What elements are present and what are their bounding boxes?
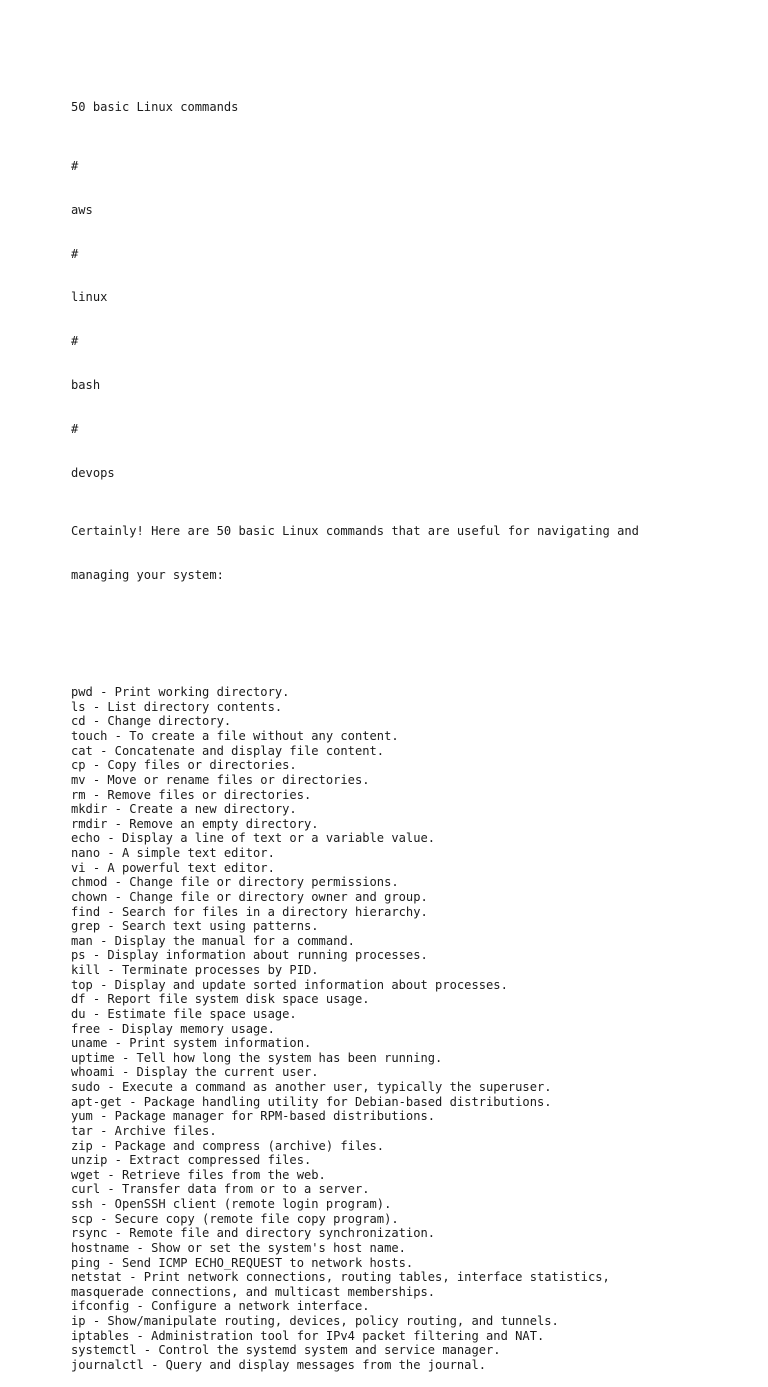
command-line: hostname - Show or set the system's host name. xyxy=(71,1240,406,1255)
command-line: scp - Secure copy (remote file copy program). xyxy=(71,1211,399,1226)
command-line: netstat - Print network connections, routing tables, interface statistics, xyxy=(71,1270,610,1285)
tag-bash: bash xyxy=(71,378,101,393)
tag-linux: linux xyxy=(71,290,108,305)
command-line: mkdir - Create a new directory. xyxy=(71,802,297,817)
command-line: cd - Change directory. xyxy=(71,714,232,729)
command-line: apt-get - Package handling utility for Debian-based distributions. xyxy=(71,1094,552,1109)
command-line: ls - List directory contents. xyxy=(71,699,283,714)
command-line: yum - Package manager for RPM-based distributions. xyxy=(71,1109,436,1124)
tag-marker: # xyxy=(71,246,79,261)
document-title: 50 basic Linux commands xyxy=(71,100,239,115)
command-line: uptime - Tell how long the system has been running. xyxy=(71,1050,443,1065)
command-line: cat - Concatenate and display file content. xyxy=(71,743,385,758)
command-line: ifconfig - Configure a network interface. xyxy=(71,1299,370,1314)
command-line: kill - Terminate processes by PID. xyxy=(71,963,319,978)
command-line: grep - Search text using patterns. xyxy=(71,919,319,934)
command-line: mv - Move or rename files or directories. xyxy=(71,772,370,787)
command-line: free - Display memory usage. xyxy=(71,1021,275,1036)
document-page xyxy=(71,71,711,1387)
tag-marker: # xyxy=(71,334,79,349)
tag-aws: aws xyxy=(71,202,93,217)
command-line: ps - Display information about running processes. xyxy=(71,948,428,963)
command-line: ssh - OpenSSH client (remote login program). xyxy=(71,1197,392,1212)
command-line: cp - Copy files or directories. xyxy=(71,758,297,773)
command-line: rmdir - Remove an empty directory. xyxy=(71,816,319,831)
command-line: vi - A powerful text editor. xyxy=(71,860,275,875)
command-line: curl - Transfer data from or to a server. xyxy=(71,1182,370,1197)
command-line: echo - Display a line of text or a variable value. xyxy=(71,831,436,846)
command-line: df - Report file system disk space usage. xyxy=(71,992,370,1007)
command-line: touch - To create a file without any content. xyxy=(71,729,399,744)
command-line: find - Search for files in a directory hierarchy. xyxy=(71,904,428,919)
command-line: man - Display the manual for a command. xyxy=(71,933,355,948)
command-list xyxy=(71,685,711,1372)
command-line: masquerade connections, and multicast memberships. xyxy=(71,1284,436,1299)
command-line: wget - Retrieve files from the web. xyxy=(71,1167,326,1182)
command-line: pwd - Print working directory. xyxy=(71,685,290,700)
intro-line: managing your system: xyxy=(71,568,224,583)
command-line: rsync - Remote file and directory synchronization. xyxy=(71,1226,436,1241)
command-line: systemctl - Control the systemd system and service manager. xyxy=(71,1343,501,1358)
command-line: chown - Change file or directory owner and group. xyxy=(71,889,428,904)
command-line: sudo - Execute a command as another user, typically the superuser. xyxy=(71,1080,552,1095)
command-line: top - Display and update sorted information about processes. xyxy=(71,977,508,992)
tag-devops: devops xyxy=(71,465,115,480)
command-line: iptables - Administration tool for IPv4 packet filtering and NAT. xyxy=(71,1328,545,1343)
command-line: nano - A simple text editor. xyxy=(71,846,275,861)
command-line: ping - Send ICMP ECHO_REQUEST to network hosts. xyxy=(71,1255,414,1270)
command-line: journalctl - Query and display messages from the journal. xyxy=(71,1357,487,1372)
intro-line: Certainly! Here are 50 basic Linux commands that are useful for navigating and xyxy=(71,524,639,539)
command-line: du - Estimate file space usage. xyxy=(71,1006,297,1021)
command-line: whoami - Display the current user. xyxy=(71,1065,319,1080)
command-line: ip - Show/manipulate routing, devices, policy routing, and tunnels. xyxy=(71,1314,559,1329)
command-line: chmod - Change file or directory permissions. xyxy=(71,875,399,890)
command-line: rm - Remove files or directories. xyxy=(71,787,312,802)
tag-marker: # xyxy=(71,422,79,436)
command-line: zip - Package and compress (archive) files. xyxy=(71,1138,385,1153)
tag-marker: # xyxy=(71,158,79,173)
blank-line xyxy=(71,627,711,642)
command-line: uname - Print system information. xyxy=(71,1036,312,1051)
command-line: unzip - Extract compressed files. xyxy=(71,1153,312,1168)
command-line: tar - Archive files. xyxy=(71,1123,217,1138)
